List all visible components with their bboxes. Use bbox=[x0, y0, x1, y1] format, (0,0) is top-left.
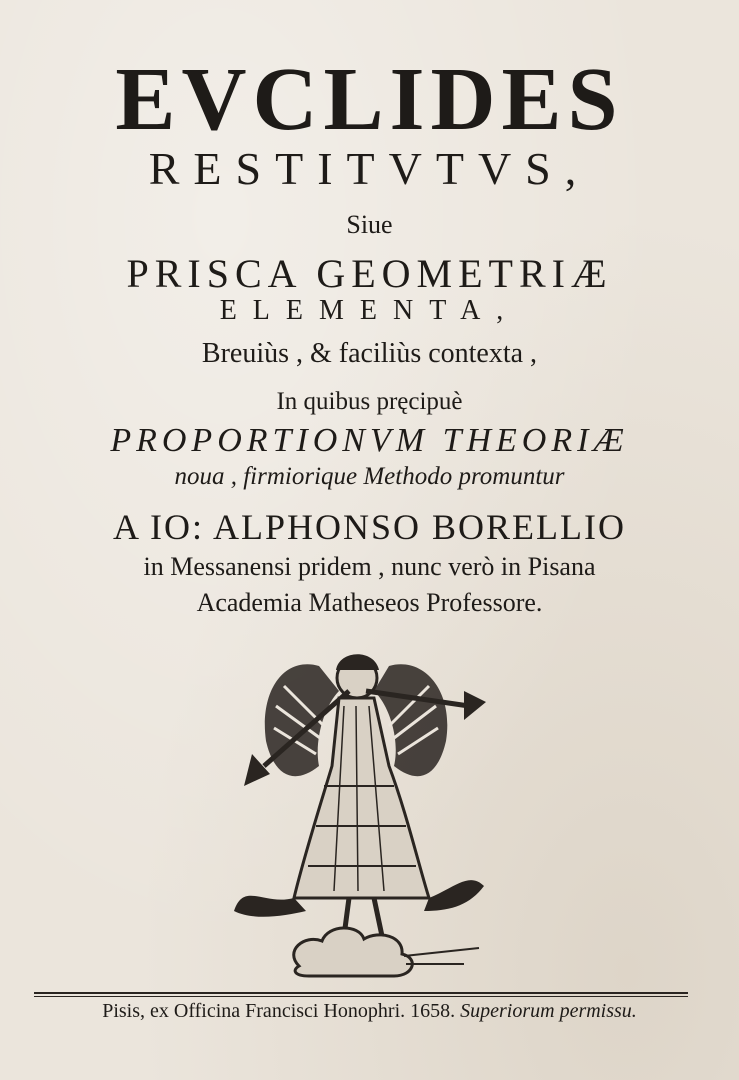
affiliation-line-1: in Messanensi pridem , nunc verò in Pisana bbox=[143, 552, 596, 581]
description-line-1: Breuiùs , & faciliùs contexta , bbox=[201, 338, 538, 369]
imprint-rule-top bbox=[34, 992, 688, 994]
imprint-rule-bottom bbox=[34, 996, 688, 997]
imprint-place: Pisis, ex Officina Francisci Honophri. 1658. bbox=[102, 1000, 456, 1022]
siue-line: Siue bbox=[346, 210, 393, 239]
author-line: A IO: ALPHONSO BORELLIO bbox=[112, 507, 626, 547]
angel-with-trumpets-woodcut-icon bbox=[224, 636, 494, 981]
book-title-sub: RESTITVTVS, bbox=[148, 143, 591, 194]
imprint-permission: Superiorum permissu. bbox=[460, 1000, 637, 1022]
book-title: EVCLIDES bbox=[115, 50, 624, 149]
subtitle-line-2: ELEMENTA, bbox=[219, 295, 520, 326]
theory-line: PROPORTIONVM THEORIÆ bbox=[110, 422, 629, 459]
subtitle-line-1: PRISCA GEOMETRIÆ bbox=[126, 251, 613, 296]
affiliation-line-2: Academia Matheseos Professore. bbox=[196, 588, 543, 617]
method-line: noua , firmiorique Methodo promuntur bbox=[174, 463, 565, 490]
imprint-line bbox=[0, 1000, 739, 1023]
description-line-2: In quibus pręcipuè bbox=[276, 388, 463, 415]
